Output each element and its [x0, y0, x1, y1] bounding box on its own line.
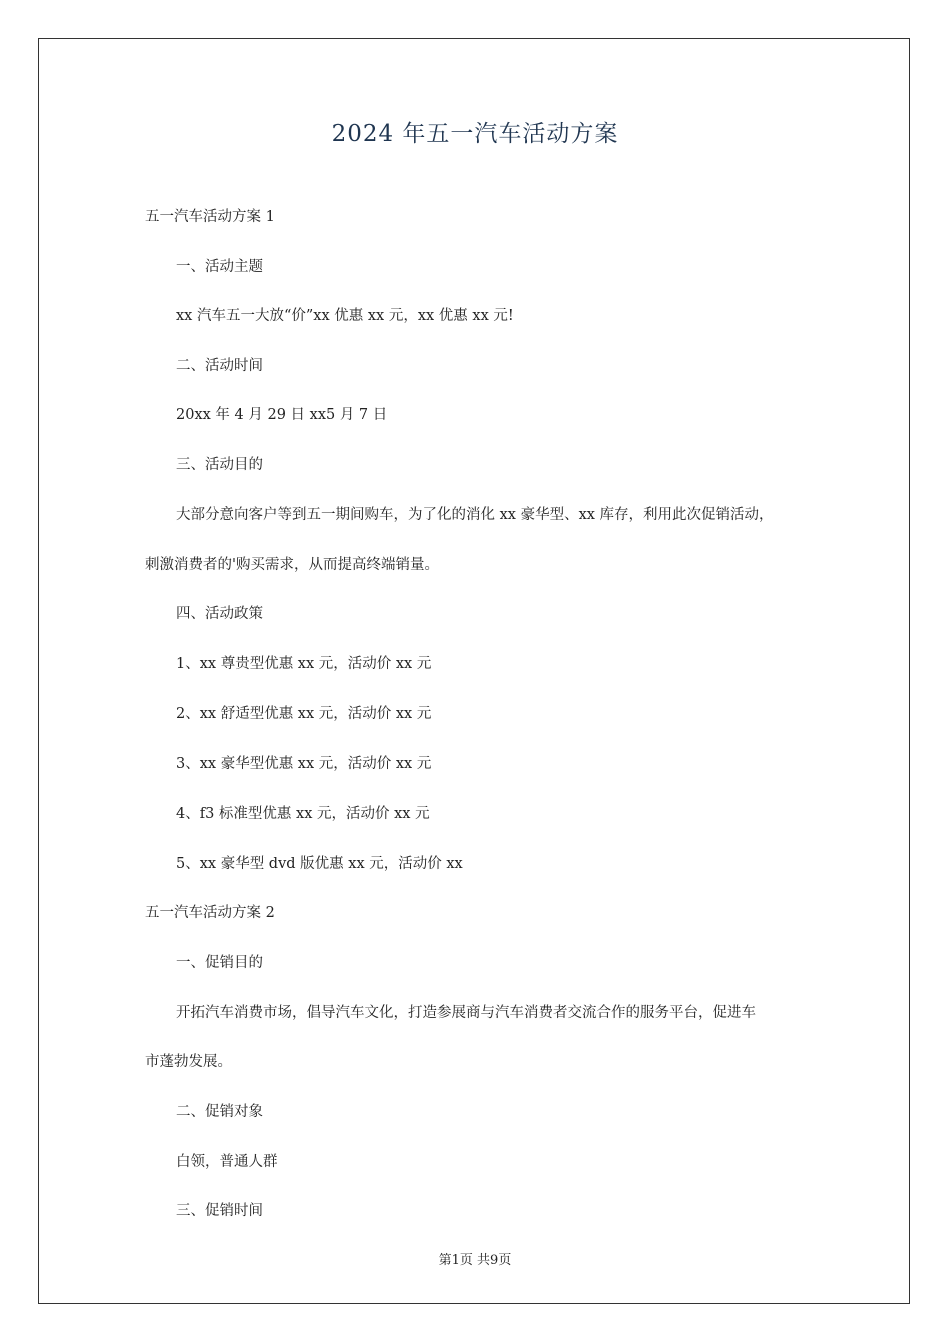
subheading: 一、促销目的	[176, 955, 263, 971]
section-heading: 五一汽车活动方案 2	[145, 905, 275, 921]
paragraph-line: 20xx 年 4 月 29 日 xx5 月 7 日	[176, 407, 388, 423]
subheading: 一、活动主题	[176, 259, 263, 275]
subheading: 二、促销对象	[176, 1104, 263, 1120]
list-item: 1、xx 尊贵型优惠 xx 元，活动价 xx 元	[176, 656, 432, 672]
page-footer: 第1页 共9页	[438, 1253, 512, 1268]
paragraph-line: 开拓汽车消费市场，倡导汽车文化，打造参展商与汽车消费者交流合作的服务平台，促进车	[176, 1005, 756, 1021]
subheading: 二、活动时间	[176, 358, 263, 374]
document-title: 2024 年五一汽车活动方案	[331, 121, 619, 147]
subheading: 四、活动政策	[176, 606, 263, 622]
section-heading: 五一汽车活动方案 1	[145, 209, 275, 225]
page-border	[38, 38, 910, 1304]
subheading: 三、活动目的	[176, 457, 263, 473]
paragraph-line: 白领，普通人群	[176, 1154, 278, 1170]
paragraph-line: 刺激消费者的'购买需求，从而提高终端销量。	[145, 557, 439, 573]
paragraph-line: 市蓬勃发展。	[145, 1054, 232, 1070]
list-item: 2、xx 舒适型优惠 xx 元，活动价 xx 元	[176, 706, 432, 722]
list-item: 5、xx 豪华型 dvd 版优惠 xx 元，活动价 xx	[176, 856, 463, 872]
paragraph-line: xx 汽车五一大放“价”xx 优惠 xx 元，xx 优惠 xx 元!	[176, 308, 514, 324]
paragraph-line: 大部分意向客户等到五一期间购车，为了化的消化 xx 豪华型、xx 库存，利用此次促销活动，	[176, 507, 774, 523]
subheading: 三、促销时间	[176, 1203, 263, 1219]
list-item: 4、f3 标准型优惠 xx 元，活动价 xx 元	[176, 806, 430, 822]
list-item: 3、xx 豪华型优惠 xx 元，活动价 xx 元	[176, 756, 432, 772]
